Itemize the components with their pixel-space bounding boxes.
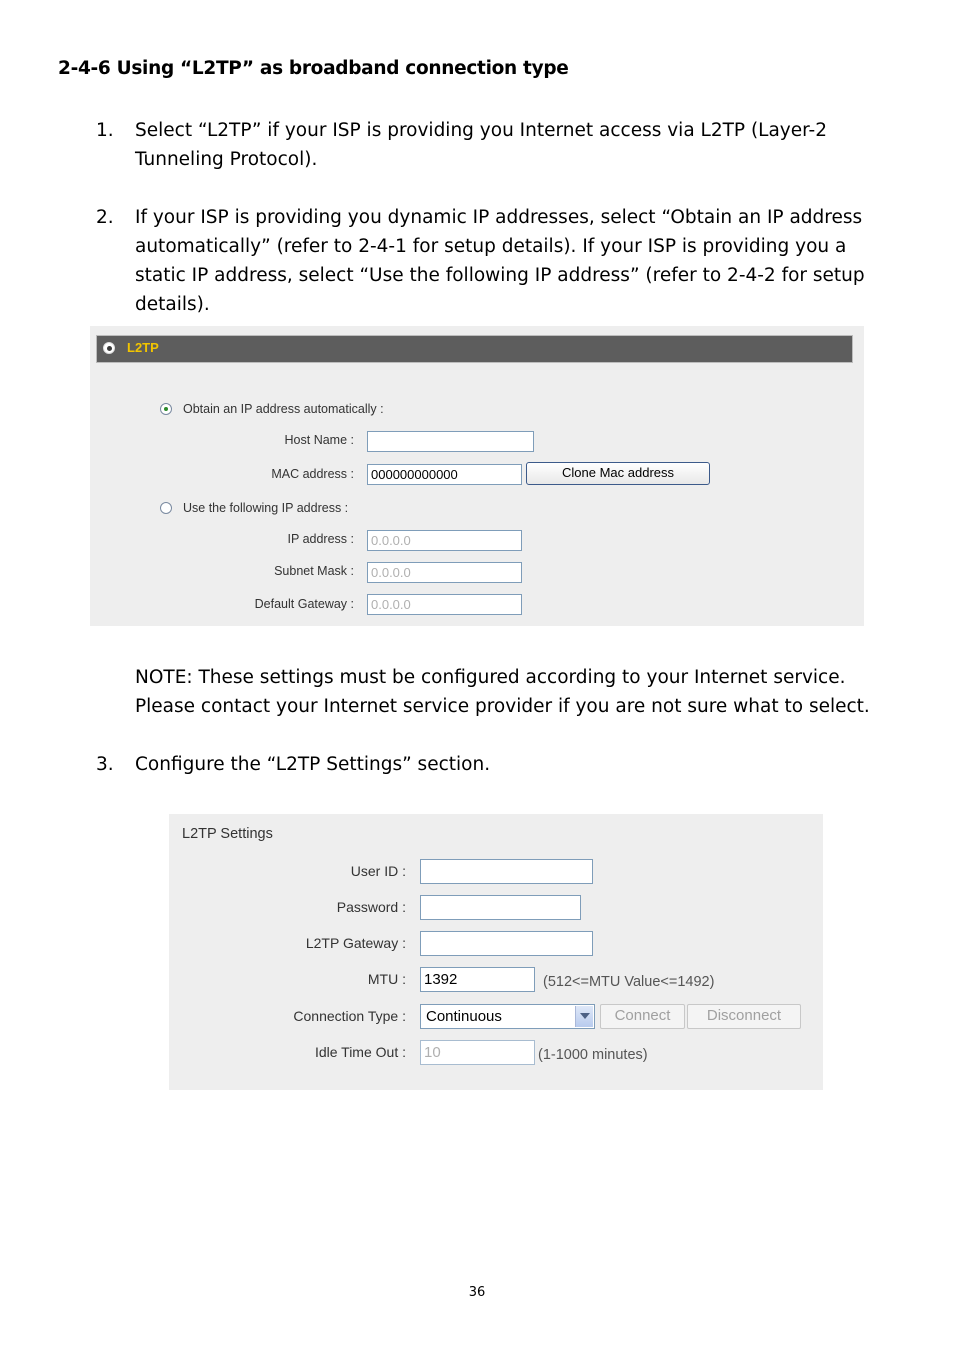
page-number: 36 (468, 1285, 486, 1300)
connection-type-select[interactable] (420, 1004, 595, 1029)
panel-header (96, 335, 853, 363)
obtain-auto-radio[interactable] (160, 403, 172, 415)
connect-button[interactable]: Connect (600, 1004, 685, 1029)
ip-address-input[interactable]: 0.0.0.0 (367, 530, 522, 551)
panel-title: L2TP (127, 340, 159, 355)
mtu-label: MTU : (367, 971, 406, 987)
default-gateway-label: Default Gateway : (254, 597, 354, 611)
mac-address-label: MAC address : (271, 467, 354, 481)
step-number: 1. (96, 120, 114, 141)
mtu-input[interactable]: 1392 (420, 967, 535, 992)
disconnect-button[interactable]: Disconnect (687, 1004, 801, 1029)
step-number: 3. (96, 754, 114, 775)
panel-title: L2TP Settings (182, 826, 273, 842)
idle-time-label: Idle Time Out : (314, 1044, 406, 1060)
user-id-input[interactable] (420, 859, 593, 884)
ip-address-label: IP address : (287, 532, 354, 546)
l2tp-ip-panel (90, 326, 864, 626)
obtain-auto-label: Obtain an IP address automatically : (183, 402, 384, 416)
step-number: 2. (96, 207, 114, 228)
radio-selected-icon (103, 342, 115, 354)
idle-time-hint: (1-1000 minutes) (538, 1047, 648, 1063)
step-text: Select “L2TP” if your ISP is providing you Internet access via L2TP (Layer-2 Tunneling Protocol). (135, 120, 828, 170)
l2tp-gateway-input[interactable] (420, 931, 593, 956)
default-gateway-input[interactable]: 0.0.0.0 (367, 594, 522, 615)
chevron-down-icon[interactable] (575, 1006, 593, 1027)
subnet-mask-input[interactable]: 0.0.0.0 (367, 562, 522, 583)
use-following-radio[interactable] (160, 502, 172, 514)
host-name-label: Host Name : (284, 433, 354, 447)
user-id-label: User ID : (350, 863, 406, 879)
note-text: NOTE: These settings must be configured according to your Internet service. Please contact your Internet service provider if you are not sure what to select. (135, 667, 870, 717)
step-text: If your ISP is providing you dynamic IP addresses, select “Obtain an IP address automatically” (refer to 2-4-1 for setup details). If your ISP is providing you a static IP address, select “Use the following IP address” (refer to 2-4-2 for setup details). (135, 207, 865, 315)
use-following-label: Use the following IP address : (183, 501, 349, 515)
connection-type-label: Connection Type : (293, 1008, 406, 1024)
l2tp-gateway-label: L2TP Gateway : (305, 935, 406, 951)
l2tp-settings-panel (169, 814, 823, 1090)
mtu-hint: (512<=MTU Value<=1492) (543, 974, 715, 990)
step-text: Configure the “L2TP Settings” section. (135, 754, 491, 775)
subnet-mask-label: Subnet Mask : (274, 564, 354, 578)
host-name-input[interactable] (367, 431, 534, 452)
idle-time-input[interactable]: 10 (420, 1040, 535, 1065)
mac-address-input[interactable]: 000000000000 (367, 464, 522, 485)
connection-type-value: Continuous (426, 1008, 502, 1025)
section-heading: 2-4-6 Using “L2TP” as broadband connection type (58, 58, 569, 79)
clone-mac-button[interactable]: Clone Mac address (526, 462, 710, 485)
password-label: Password : (336, 899, 406, 915)
password-input[interactable] (420, 895, 581, 920)
